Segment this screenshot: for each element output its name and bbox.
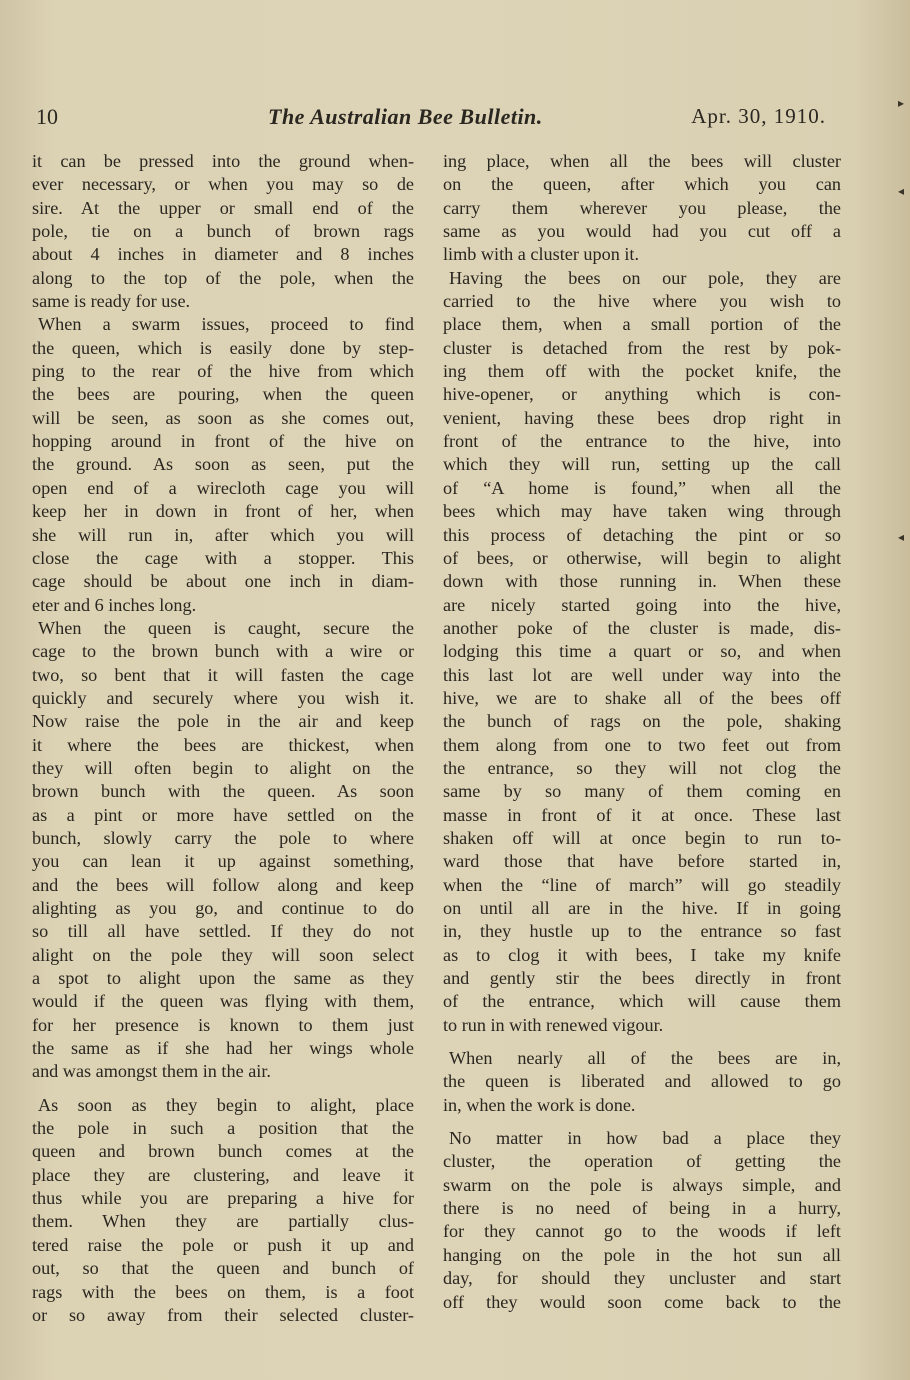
text-line: she will run in, after which you will <box>32 524 414 545</box>
text-line: Now raise the pole in the air and keep <box>32 711 414 732</box>
text-line: hopping around in front of the hive on <box>32 431 414 452</box>
text-line: to run in with renewed vigour. <box>443 1014 664 1035</box>
margin-mark: ▸ <box>897 96 904 110</box>
text-line: eter and 6 inches long. <box>32 594 197 615</box>
text-line: in, they hustle up to the entrance so fast <box>443 921 841 942</box>
text-line: front of the entrance to the hive, into <box>443 431 841 452</box>
text-line: ing them off with the pocket knife, the <box>443 361 841 382</box>
paragraph-gap <box>443 1037 841 1047</box>
text-line: there is no need of being in a hurry, <box>443 1198 841 1219</box>
text-line: day, for should they uncluster and start <box>443 1268 841 1289</box>
text-line: No matter in how bad a place they <box>449 1128 841 1149</box>
text-line: or so away from their selected cluster- <box>32 1304 414 1325</box>
publication-title: The Australian Bee Bulletin. <box>268 104 543 129</box>
text-line: as a pint or more have settled on the <box>32 804 414 825</box>
text-line: swarm on the pole is always simple, and <box>443 1174 841 1195</box>
text-line: the ground. As soon as seen, put the <box>32 454 414 475</box>
text-line: in, when the work is done. <box>443 1094 636 1115</box>
paragraph-gap <box>443 1117 841 1127</box>
text-line: are nicely started going into the hive, <box>443 594 841 615</box>
text-line: hanging on the pole in the hot sun all <box>443 1244 841 1265</box>
text-line: alight on the pole they will soon select <box>32 944 414 965</box>
text-line: as to clog it with bees, I take my knife <box>443 944 841 965</box>
page-header <box>36 104 826 134</box>
text-line: on until all are in the hive. If in going <box>443 898 841 918</box>
text-line: venient, having these bees drop right in <box>443 407 841 428</box>
text-line: same as you would had you cut off a <box>443 221 841 242</box>
text-line: for her presence is known to them just <box>32 1014 414 1035</box>
text-line: ever necessary, or when you may so de <box>32 174 414 195</box>
text-line: about 4 inches in diameter and 8 inches <box>32 244 414 265</box>
text-line: open end of a wirecloth cage you will <box>32 477 414 498</box>
text-line: off they would soon come back to the <box>443 1291 841 1312</box>
text-line: ing place, when all the bees will cluster <box>443 151 841 171</box>
text-line: carry them wherever you please, the <box>443 197 841 218</box>
text-line: it can be pressed into the ground when- <box>32 151 414 171</box>
text-line: carried to the hive where you wish to <box>443 291 841 312</box>
text-line: bunch, slowly carry the pole to where <box>32 827 414 848</box>
text-line: rags with the bees on them, is a foot <box>32 1281 414 1302</box>
text-line: would if the queen was flying with them, <box>32 991 414 1012</box>
text-line: the queen, which is easily done by step- <box>32 337 414 358</box>
text-line: masse in front of it at once. These last <box>443 804 841 825</box>
text-line: of the entrance, which will cause them <box>443 991 841 1012</box>
text-line: this last lot are well under way into the <box>443 664 841 685</box>
text-line: Having the bees on our pole, they are <box>449 267 841 288</box>
text-line: the queen is liberated and allowed to go <box>443 1071 841 1092</box>
text-line: them along from one to two feet out from <box>443 734 841 755</box>
text-line: When nearly all of the bees are in, <box>449 1048 841 1069</box>
text-line: so till all have settled. If they do not <box>32 921 414 942</box>
text-line: and the bees will follow along and keep <box>32 874 414 895</box>
text-line: same is ready for use. <box>32 291 191 312</box>
text-line: place them, when a small portion of the <box>443 314 841 335</box>
text-line: hive-opener, or anything which is con- <box>443 384 841 405</box>
text-line: alighting as you go, and continue to do <box>32 898 414 918</box>
text-line: ping to the rear of the hive from which <box>32 361 414 382</box>
text-line: queen and brown bunch comes at the <box>32 1141 414 1162</box>
page-number: 10 <box>36 104 58 129</box>
text-line: shaken off will at once begin to run to- <box>443 827 841 848</box>
text-line: you can lean it up against something, <box>32 851 414 872</box>
text-line: ward those that have before started in, <box>443 851 841 872</box>
text-line: down with those running in. When these <box>443 571 841 592</box>
text-line: cluster is detached from the rest by pok- <box>443 337 841 358</box>
margin-mark: ◂ <box>897 530 904 544</box>
text-line: out, so that the queen and bunch of <box>32 1258 414 1279</box>
text-line: place they are clustering, and leave it <box>32 1164 414 1185</box>
text-line: close the cage with a stopper. This <box>32 547 414 568</box>
left-column <box>32 150 414 1327</box>
text-line: which they will run, setting up the call <box>443 454 841 475</box>
text-line: sire. At the upper or small end of the <box>32 197 414 218</box>
text-line: cage to the brown bunch with a wire or <box>32 641 414 662</box>
text-line: and gently stir the bees directly in front <box>443 968 841 989</box>
text-line: limb with a cluster upon it. <box>443 244 639 265</box>
text-line: same by so many of them coming en <box>443 781 841 802</box>
text-line: for they cannot go to the woods if left <box>443 1221 841 1242</box>
text-line: it where the bees are thickest, when <box>32 734 414 755</box>
text-line: thus while you are preparing a hive for <box>32 1188 414 1209</box>
text-line: keep her in down in front of her, when <box>32 501 414 522</box>
text-line: when the “line of march” will go steadily <box>443 874 841 895</box>
text-line: tered raise the pole or push it up and <box>32 1234 414 1255</box>
text-line: bees which may have taken wing through <box>443 501 841 522</box>
text-line: the entrance, so they will not clog the <box>443 757 841 778</box>
text-line: the same as if she had her wings whole <box>32 1038 414 1059</box>
text-line: When the queen is caught, secure the <box>38 617 414 638</box>
text-line: and was amongst them in the air. <box>32 1061 271 1082</box>
text-line: the bees are pouring, when the queen <box>32 384 414 405</box>
text-line: will be seen, as soon as she comes out, <box>32 407 414 428</box>
text-line: hive, we are to shake all of the bees off <box>443 687 841 708</box>
issue-date: Apr. 30, 1910. <box>691 104 826 128</box>
text-line: this process of detaching the pint or so <box>443 524 841 545</box>
text-line: the bunch of rags on the pole, shaking <box>443 711 841 732</box>
text-line: of “A home is found,” when all the <box>443 477 841 498</box>
text-line: cluster, the operation of getting the <box>443 1151 841 1172</box>
text-line: cage should be about one inch in diam- <box>32 571 414 592</box>
text-line: When a swarm issues, proceed to find <box>38 314 414 335</box>
text-line: they will often begin to alight on the <box>32 757 414 778</box>
text-line: along to the top of the pole, when the <box>32 267 414 288</box>
text-line: a spot to alight upon the same as they <box>32 968 414 989</box>
text-line: another poke of the cluster is made, dis- <box>443 617 841 638</box>
text-line: them. When they are partially clus- <box>32 1211 414 1232</box>
text-line: pole, tie on a bunch of brown rags <box>32 221 414 242</box>
text-line: quickly and securely where you wish it. <box>32 687 414 708</box>
text-line: brown bunch with the queen. As soon <box>32 781 414 802</box>
text-line: two, so bent that it will fasten the cage <box>32 664 414 685</box>
paragraph-gap <box>32 1084 414 1094</box>
right-column <box>443 150 841 1314</box>
text-line: lodging this time a quart or so, and when <box>443 641 841 662</box>
text-line: of bees, or otherwise, will begin to alight <box>443 547 841 568</box>
text-line: on the queen, after which you can <box>443 174 841 195</box>
text-line: As soon as they begin to alight, place <box>38 1094 414 1115</box>
text-line: the pole in such a position that the <box>32 1118 414 1139</box>
margin-mark: ◂ <box>897 184 904 198</box>
